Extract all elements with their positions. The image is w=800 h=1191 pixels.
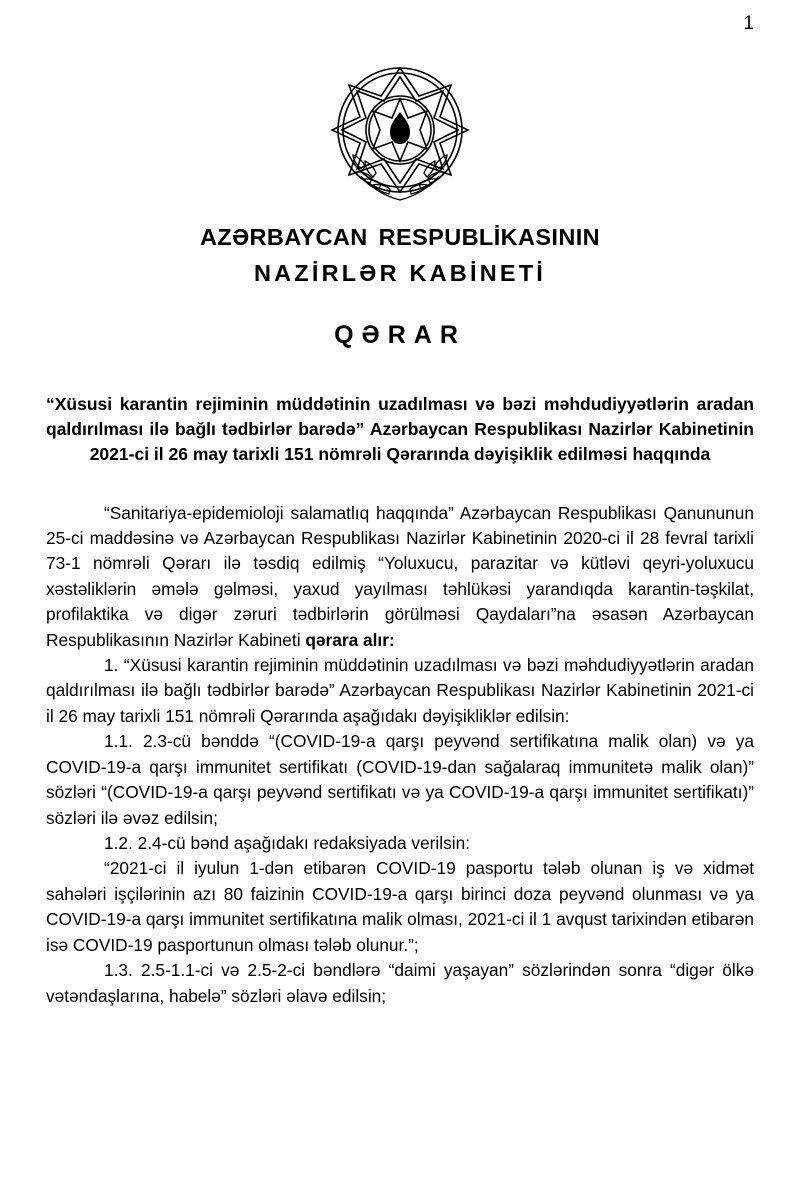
body-paragraph xyxy=(46,958,754,1009)
organization-line-1: AZƏRBAYCAN RESPUBLİKASININ xyxy=(199,224,601,250)
body-text-run: 1.2. 2.4-cü bənd aşağıdakı redaksiyada verilsin: xyxy=(104,833,471,854)
body-text-run: 1.1. 2.3-cü bənddə “(COVID-19-a qarşı peyvənd sertifikatına malik olan) və ya COVID-19-a qarşı immunitet sertifikatı (COVID-19-dan sağalaraq immunitetə malik olan)” sözləri “(COVID-19-a qarşı peyvənd sertifikatı və ya COVID-19-a qarşı immunitet sertifikatı)” sözləri ilə əvəz edilsin; xyxy=(46,731,754,828)
document-subject: “Xüsusi karantin rejiminin müddətinin uzadılması və bəzi məhdudiyyətlərin aradan qaldırılması ilə bağlı tədbirlər barədə” Azərbaycan Respublikası Nazirlər Kabinetinin 2021-ci il 26 may tarixli 151 nömrəli Qərarında dəyişiklik edilməsi haqqında xyxy=(46,394,754,464)
azerbaijan-state-emblem-icon xyxy=(315,50,485,210)
page-number: 1 xyxy=(743,13,754,34)
emblem-container xyxy=(46,50,754,210)
body-text-run: 1.3. 2.5-1.1-ci və 2.5-2-ci bəndlərə “daimi yaşayan” sözlərindən sonra “digər ölkə vətəndaşlarına, habelə” sözləri əlavə edilsin; xyxy=(46,960,754,1006)
document-body xyxy=(46,501,754,1009)
organization-line-2: NAZİRLƏR KABİNETİ xyxy=(253,260,547,286)
document-kind: QƏRAR xyxy=(334,321,466,349)
body-text-emphasis: qərara alır: xyxy=(305,629,395,650)
body-paragraph xyxy=(46,501,754,654)
body-text-run: “2021-ci il iyulun 1-dən etibarən COVID-19 pasportu tələb olunan iş və xidmət sahələri işçilərinin azı 80 faizinin COVID-19-a qarşı birinci doza peyvənd olunması və ya COVID-19-a qarşı immunitet sertifikatına malik olması, 2021-ci il 1 avqust tarixindən etibarən isə COVID-19 pasportunun olması tələb olunur.”; xyxy=(46,858,754,955)
body-paragraph xyxy=(46,856,754,958)
body-text-run: 1. “Xüsusi karantin rejiminin müddətinin uzadılması və bəzi məhdudiyyətlərin aradan qaldırılması ilə bağlı tədbirlər barədə” Azərbaycan Respublikası Nazirlər Kabinetinin 2021-ci il 26 may tarixli 151 nömrəli Qərarında aşağıdakı dəyişikliklər edilsin: xyxy=(46,655,754,726)
body-paragraph xyxy=(46,729,754,831)
body-paragraph xyxy=(46,831,754,856)
body-paragraph xyxy=(46,653,754,729)
body-text-run: “Sanitariya-epidemioloji salamatlıq haqqında” Azərbaycan Respublikası Qanununun 25-ci maddəsinə və Azərbaycan Respublikası Nazirlər Kabinetinin 2020-ci il 28 fevral tarixli 73-1 nömrəli Qərarı ilə təsdiq edilmiş “Yoluxucu, parazitar və kütləvi qeyri-yoluxucu xəstəliklərin əmələ gəlməsi, yaxud yayılması təhlükəsi yarandıqda karantin-təşkilat, profilaktika və digər zəruri tədbirlərin görülməsi Qaydaları”na əsasən Azərbaycan Respublikasının Nazirlər Kabineti xyxy=(46,502,754,650)
document-header xyxy=(46,224,754,350)
